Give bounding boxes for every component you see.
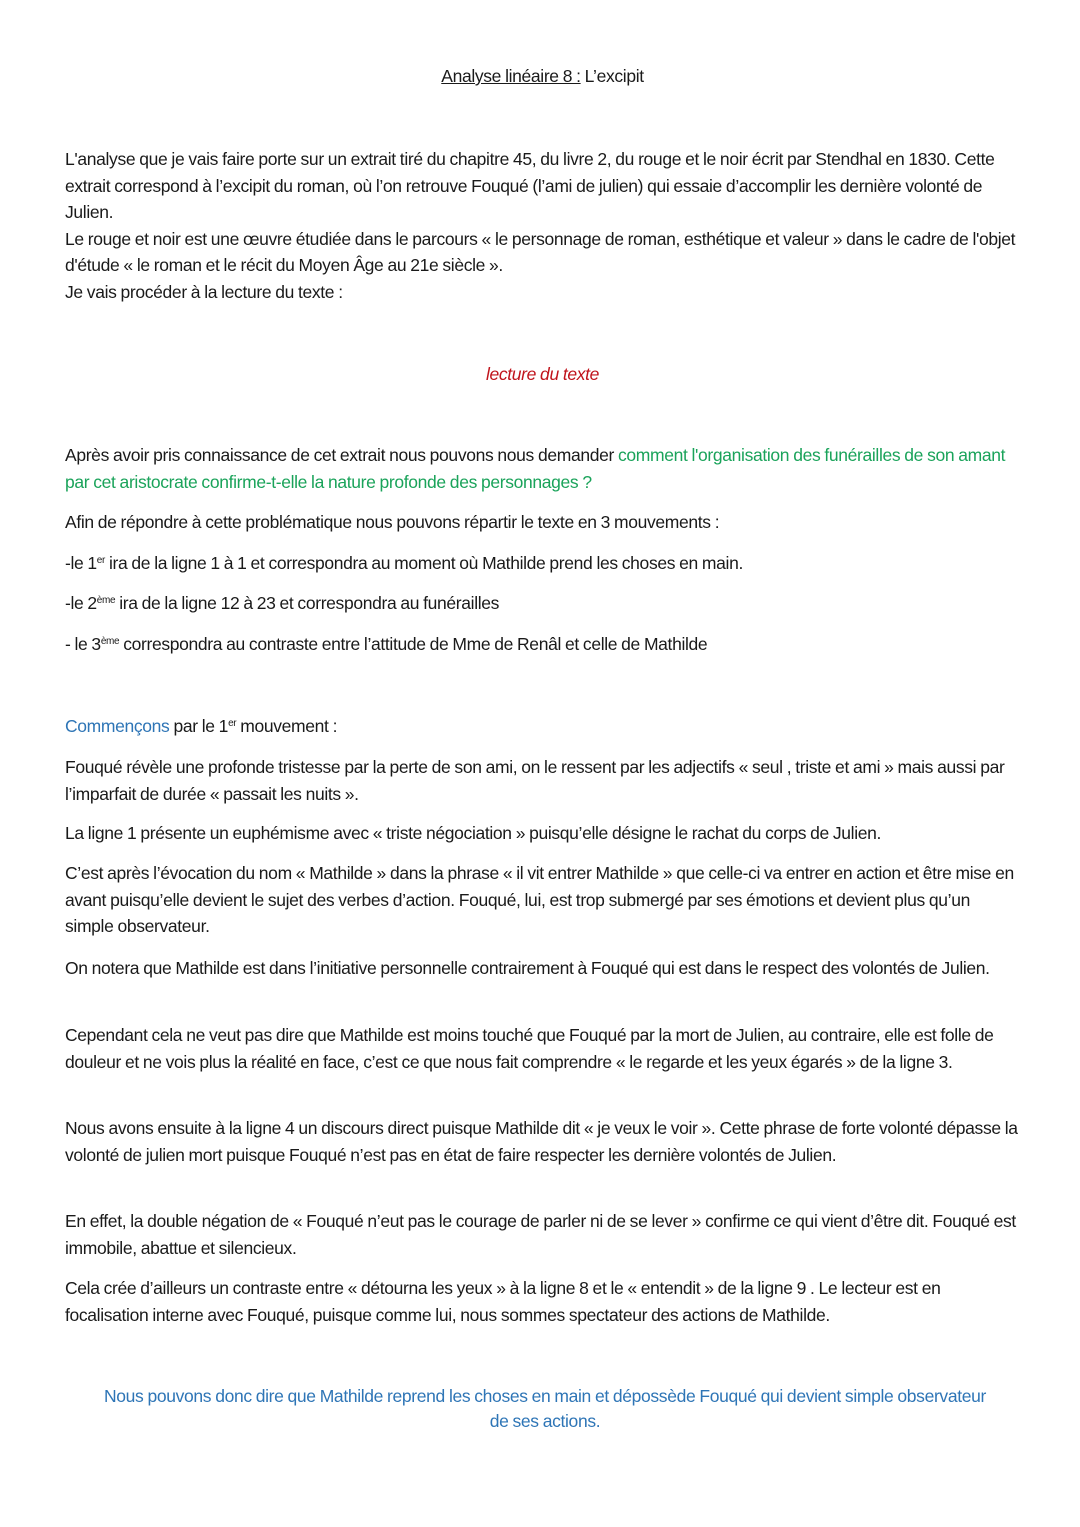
problematic-question: comment l'organisation des funérailles de son amant par cet aristocrate confirme-t-elle la nature profonde des personnages ? [65, 445, 1006, 492]
plan-item-prefix: -le 2 [65, 593, 97, 613]
analysis-paragraph-text: En effet, la double négation de « Fouqué n’eut pas le courage de parler ni de se lever » confirme ce qui vient d’être dit. Fouqué est immobile, abattue et silencieux. [65, 1211, 1016, 1258]
movement1-heading [65, 713, 1020, 740]
reading-label-section [65, 361, 1020, 388]
problematic-prefix: Après avoir pris connaissance de cet extrait nous pouvons nous demander [65, 445, 618, 465]
problematic-paragraph [65, 442, 1020, 495]
analysis-paragraph-1 [65, 754, 1020, 807]
plan-item-text: ira de la ligne 1 à 1 et correspondra au moment où Mathilde prend les choses en main. [105, 553, 743, 573]
plan-intro-section [65, 509, 1020, 536]
analysis-paragraph-text: On notera que Mathilde est dans l’initiative personnelle contrairement à Fouqué qui est dans le respect des volontés de Julien. [65, 958, 990, 978]
plan-item-sup: ème [100, 636, 120, 647]
analysis-paragraph-text: Cependant cela ne veut pas dire que Mathilde est moins touché que Fouqué par la mort de Julien, au contraire, elle est folle de douleur et ne vois plus la réalité en face, c’est ce que nous fait comprendre « le regarde et les yeux égarés » de la ligne 3. [65, 1025, 994, 1072]
analysis-paragraph-8 [65, 1275, 1020, 1328]
plan-item-2 [65, 590, 1020, 617]
movement1-heading-prefix: par le 1 [169, 716, 229, 736]
movement1-heading-colored: Commençons [65, 716, 170, 736]
plan-item-sup: ème [96, 595, 116, 606]
analysis-paragraph-3 [65, 860, 1020, 940]
title-underlined: Analyse linéaire 8 : [441, 66, 581, 86]
analysis-paragraph-4 [65, 955, 1020, 982]
analysis-paragraph-text: La ligne 1 présente un euphémisme avec « triste négociation » puisqu’elle désigne le rachat du corps de Julien. [65, 823, 882, 843]
analysis-paragraph-text: Cela crée d’ailleurs un contraste entre « détourna les yeux » à la ligne 8 et le « entendit » de la ligne 9 . Le lecteur est en focalisation interne avec Fouqué, puisque comme lui, nous sommes spectateur des actions de Mathilde. [65, 1278, 941, 1325]
intro-paragraph-3: Je vais procéder à la lecture du texte : [65, 281, 343, 302]
plan-item-text: ira de la ligne 12 à 23 et correspondra au funérailles [115, 593, 500, 613]
analysis-paragraph-2 [65, 820, 1020, 847]
analysis-paragraph-text: C’est après l’évocation du nom « Mathilde » dans la phrase « il vit entrer Mathilde » que celle-ci va entrer en action et être mise en avant puisqu’elle devient le sujet des verbes d’action. Fouqué, lui, est trop submergé par ses émotions et devient plus qu’un simple observateur. [65, 863, 1014, 937]
movement1-heading-suffix: mouvement : [236, 716, 338, 736]
plan-item-sup: er [96, 555, 105, 566]
analysis-paragraph-7 [65, 1208, 1020, 1261]
title-rest: L’excipit [580, 66, 644, 86]
intro-paragraph-2: Le rouge et noir est une œuvre étudiée dans le parcours « le personnage de roman, esthétique et valeur » dans le cadre de l'objet d'étude « le roman et le récit du Moyen Âge au 21e siècle ». [65, 228, 1016, 276]
plan-item-prefix: -le 1 [65, 553, 97, 573]
reading-label: lecture du texte [485, 364, 600, 384]
intro-paragraph-1: L'analyse que je vais faire porte sur un extrait tiré du chapitre 45, du livre 2, du rouge et le noir écrit par Stendhal en 1830. Cette extrait correspond à l’excipit du roman, où l’on retrouve Fouqué (l’ami de julien) qui essaie d’accomplir les dernière volonté de Julien. [65, 149, 995, 223]
plan-item-text: correspondra au contraste entre l’attitude de Mme de Renâl et celle de Mathilde [119, 634, 708, 654]
analysis-paragraph-text: Fouqué révèle une profonde tristesse par la perte de son ami, on le ressent par les adjectifs « seul , triste et ami » mais aussi par l’imparfait de durée « passait les nuits ». [65, 757, 1005, 804]
plan-item-1 [65, 550, 1020, 577]
analysis-paragraph-5 [65, 1022, 1020, 1075]
movement1-conclusion [95, 1384, 995, 1434]
plan-intro: Afin de répondre à cette problématique nous pouvons répartir le texte en 3 mouvements : [65, 512, 720, 532]
conclusion-text: Nous pouvons donc dire que Mathilde reprend les choses en main et dépossède Fouqué qui devient simple observateur de ses actions. [104, 1386, 986, 1431]
analysis-paragraph-text: Nous avons ensuite à la ligne 4 un discours direct puisque Mathilde dit « je veux le voir ». Cette phrase de forte volonté dépasse la volonté de julien mort puisque Fouqué n’est pas en état de faire respecter les dernière volontés de Julien. [65, 1118, 1018, 1165]
plan-item-3 [65, 631, 1020, 658]
movement1-heading-sup: er [228, 718, 237, 729]
document-title [65, 66, 1020, 87]
plan-item-prefix: - le 3 [65, 634, 101, 654]
analysis-paragraph-6 [65, 1115, 1020, 1168]
problematic-section [65, 442, 1020, 495]
intro-section [65, 146, 1020, 306]
